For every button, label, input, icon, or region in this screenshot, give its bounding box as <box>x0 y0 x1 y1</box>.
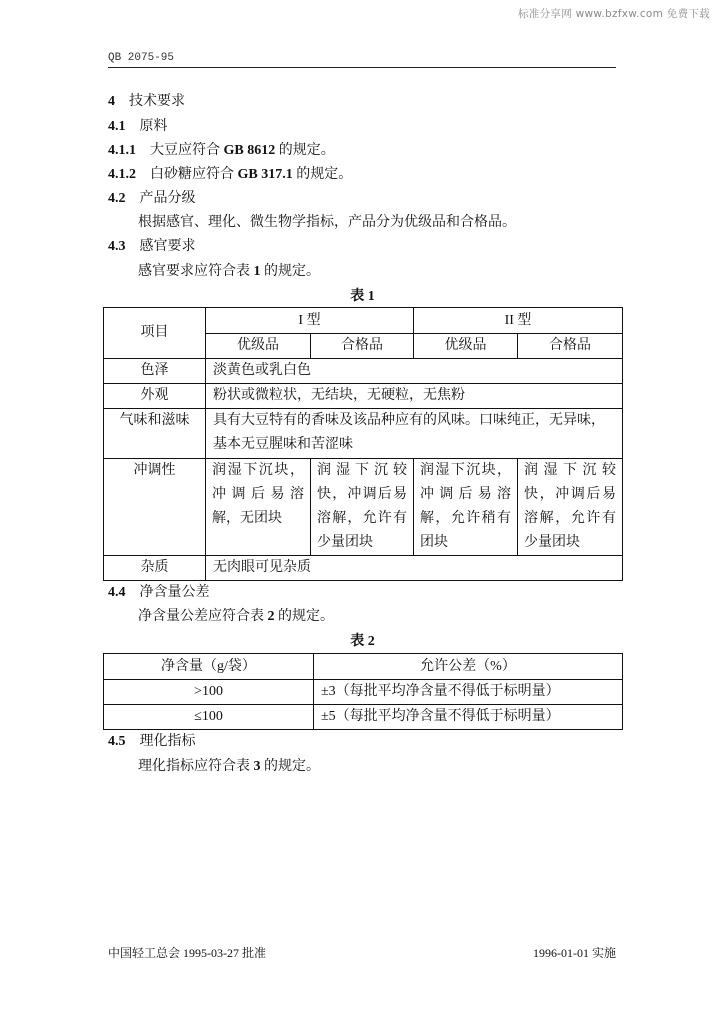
section-4-1-2-clause <box>108 163 352 187</box>
header-type-1: I 型 <box>206 308 414 334</box>
header-grade: 优级品 <box>414 334 518 359</box>
tolerance-value: ±3（每批平均净含量不得低于标明量） <box>314 680 623 705</box>
clause-text: 白砂糖应符合 <box>150 167 238 182</box>
section-4-heading <box>108 90 185 114</box>
footer-approval: 中国轻工总会 1995-03-27 批准 <box>108 946 266 960</box>
header-grade: 优级品 <box>206 334 311 359</box>
section-4-2-heading <box>108 187 196 211</box>
table-row <box>104 705 623 730</box>
header-grade: 合格品 <box>311 334 414 359</box>
row-label: 外观 <box>104 384 206 409</box>
paragraph-text: 理化指标应符合表 <box>138 759 254 774</box>
row-value: 粉状或微粒状，无结块，无硬粒，无焦粉 <box>206 384 623 409</box>
standard-reference: GB 317.1 <box>237 167 293 182</box>
section-title: 感官要求 <box>139 239 196 254</box>
table-row <box>104 409 623 459</box>
paragraph-text: 的规定。 <box>260 759 320 774</box>
table-row <box>104 556 623 581</box>
section-number: 4 <box>108 94 115 109</box>
solubility-cell <box>518 459 623 556</box>
paragraph-text: 的规定。 <box>260 264 320 279</box>
footer-implementation: 1996-01-01 实施 <box>533 946 616 960</box>
section-title: 净含量公差 <box>139 585 210 600</box>
sensory-paragraph <box>138 260 320 284</box>
table-row <box>104 359 623 384</box>
table-1-sensory <box>103 307 623 581</box>
section-title: 理化指标 <box>139 734 196 749</box>
section-number: 4.5 <box>108 734 126 749</box>
grading-paragraph: 根据感官、理化、微生物学指标，产品分为优级品和合格品。 <box>138 215 516 230</box>
row-value: 淡黄色或乳白色 <box>206 359 623 384</box>
clause-text: 的规定。 <box>292 167 353 182</box>
header-net-content: 净含量（g/袋） <box>104 654 314 680</box>
section-title: 技术要求 <box>129 94 185 109</box>
table-row <box>104 308 623 334</box>
clause-text: 大豆应符合 <box>150 143 224 158</box>
table-row <box>104 459 623 556</box>
net-content-value: ≤100 <box>104 705 314 730</box>
table-2-caption: 表 2 <box>350 634 375 649</box>
cell-line: 快，冲调后易 <box>524 487 617 502</box>
section-4-4-heading <box>108 581 210 605</box>
standard-reference: GB 8612 <box>223 143 276 158</box>
cell-line: 少量团块 <box>317 535 373 550</box>
table-2-net-content <box>103 653 623 730</box>
paragraph-text: 净含量公差应符合表 <box>138 609 268 624</box>
standard-code-header: QB 2075-95 <box>108 52 175 64</box>
solubility-cell <box>414 459 518 556</box>
cell-line: 解，无团块 <box>212 511 282 526</box>
section-4-1-1-clause <box>108 139 335 163</box>
cell-line: 快，冲调后易 <box>317 487 408 502</box>
watermark: 标准分享网 www.bzfxw.com 免费下载 <box>518 8 710 20</box>
header-grade: 合格品 <box>518 334 623 359</box>
cell-line: 冲调后易溶 <box>212 487 304 502</box>
solubility-cell <box>311 459 414 556</box>
cell-line: 具有大豆特有的香味及该品种应有的风味。口味纯正，无异味， <box>213 413 605 428</box>
header-item: 项目 <box>104 308 206 359</box>
paragraph-text: 的规定。 <box>274 609 334 624</box>
row-value: 无肉眼可见杂质 <box>206 556 623 581</box>
cell-line: 润湿下沉较 <box>317 463 408 478</box>
physchem-paragraph <box>138 755 320 779</box>
net-content-paragraph <box>138 605 334 629</box>
row-label: 色泽 <box>104 359 206 384</box>
table-row <box>104 384 623 409</box>
section-number: 4.1.2 <box>108 167 136 182</box>
table-reference: 3 <box>253 759 261 774</box>
cell-line: 润湿下沉块， <box>420 463 512 478</box>
table-row <box>104 654 623 680</box>
cell-line: 润湿下沉较 <box>524 463 617 478</box>
table-row <box>104 680 623 705</box>
cell-line: 少量团块 <box>524 535 581 550</box>
row-value <box>206 409 623 459</box>
table-1-caption: 表 1 <box>350 289 375 304</box>
section-number: 4.2 <box>108 191 126 206</box>
section-number: 4.4 <box>108 585 126 600</box>
header-tolerance: 允许公差（%） <box>314 654 623 680</box>
table-reference: 1 <box>253 264 261 279</box>
solubility-cell <box>206 459 311 556</box>
cell-line: 团块 <box>420 535 449 550</box>
section-4-5-heading <box>108 730 196 754</box>
cell-line: 冲调后易溶 <box>420 487 512 502</box>
section-title: 原料 <box>139 119 168 134</box>
section-title: 产品分级 <box>139 191 196 206</box>
section-number: 4.1.1 <box>108 143 136 158</box>
section-4-3-heading <box>108 235 196 259</box>
cell-line: 润湿下沉块， <box>212 463 304 478</box>
header-rule <box>108 67 616 68</box>
row-label: 冲调性 <box>104 459 206 556</box>
cell-line: 基本无豆腥味和苦涩味 <box>213 437 353 452</box>
cell-line: 解，允许稍有 <box>420 511 512 526</box>
row-label: 杂质 <box>104 556 206 581</box>
cell-line: 溶解，允许有 <box>317 511 408 526</box>
clause-text: 的规定。 <box>275 143 335 158</box>
section-number: 4.1 <box>108 119 126 134</box>
net-content-value: >100 <box>104 680 314 705</box>
tolerance-value: ±5（每批平均净含量不得低于标明量） <box>314 705 623 730</box>
paragraph-text: 感官要求应符合表 <box>138 264 254 279</box>
section-4-1-heading <box>108 115 168 139</box>
section-number: 4.3 <box>108 239 126 254</box>
table-reference: 2 <box>267 609 275 624</box>
cell-line: 溶解，允许有 <box>524 511 617 526</box>
row-label: 气味和滋味 <box>104 409 206 459</box>
header-type-2: II 型 <box>414 308 623 334</box>
